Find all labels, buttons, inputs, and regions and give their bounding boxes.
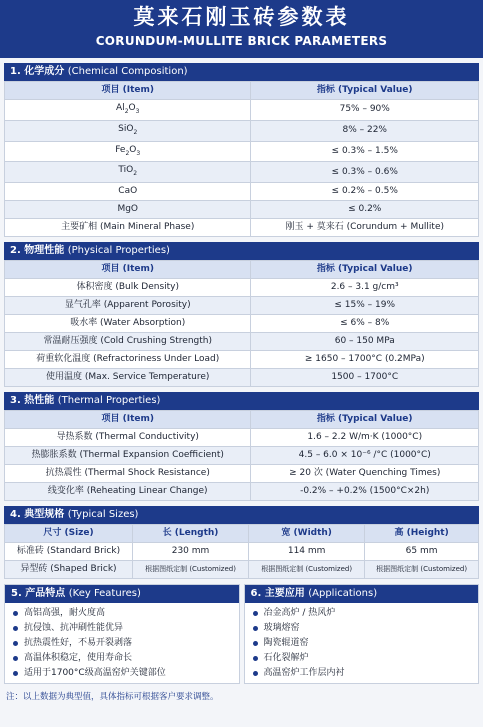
- item-cell: 抗热震性 (Thermal Shock Resistance): [5, 465, 251, 483]
- list-item-text: 高温体积稳定，使用寿命长: [24, 653, 133, 664]
- list-item-text: 冶金高炉 / 热风炉: [263, 608, 336, 619]
- item-cell: 使用温度 (Max. Service Temperature): [5, 369, 251, 387]
- section-title: [4, 63, 479, 81]
- list-item: [253, 606, 479, 621]
- table-row: [5, 162, 479, 183]
- section-title-en: (Thermal Properties): [57, 395, 161, 407]
- table-header-row: [5, 411, 479, 429]
- list-item: [253, 636, 479, 651]
- table-row: [5, 333, 479, 351]
- column-header: 高 (Height): [365, 525, 479, 543]
- item-cell: 导热系数 (Thermal Conductivity): [5, 429, 251, 447]
- height-cell: 根据图纸定制 (Customized): [365, 561, 479, 579]
- table-header-row: [5, 82, 479, 100]
- table-row: [5, 447, 479, 465]
- bullet-icon: [253, 611, 258, 616]
- table-row: [5, 120, 479, 141]
- value-cell: ≤ 0.2%: [251, 201, 479, 219]
- item-cell: $Al_2O_3$: [5, 100, 251, 121]
- section-chemical-composition: [4, 63, 479, 237]
- list-item: [13, 651, 239, 666]
- column-header: 指标 (Typical Value): [251, 411, 479, 429]
- list-item: [253, 651, 479, 666]
- table-row: [5, 351, 479, 369]
- item-cell: 吸水率 (Water Absorption): [5, 315, 251, 333]
- section-title-en: (Physical Properties): [67, 245, 170, 257]
- value-cell: 75% – 90%: [251, 100, 479, 121]
- chemical-table: [4, 81, 479, 237]
- section-title-en: (Typical Sizes): [67, 509, 139, 521]
- table-row: [5, 141, 479, 162]
- item-cell: TiO$_2$: [5, 162, 251, 183]
- value-cell: 刚玉 + 莫来石 (Corundum + Mullite): [251, 219, 479, 237]
- page-header: [0, 0, 483, 58]
- list-item: [253, 666, 479, 681]
- table-row: [5, 429, 479, 447]
- section-title: [5, 585, 239, 603]
- value-cell: ≤ 0.2% – 0.5%: [251, 183, 479, 201]
- section-applications: [244, 584, 480, 684]
- physical-table: [4, 260, 479, 387]
- list-item-text: 陶瓷辊道窑: [263, 638, 309, 649]
- size-cell: 异型砖 (Shaped Brick): [5, 561, 133, 579]
- value-cell: ≤ 0.3% – 1.5%: [251, 141, 479, 162]
- list-item-text: 石化裂解炉: [263, 653, 309, 664]
- bullet-icon: [13, 641, 18, 646]
- section-title-cn: 5. 产品特点: [11, 588, 66, 600]
- section-title-cn: 6. 主要应用: [250, 588, 305, 600]
- list-item-text: 抗热震性好，不易开裂剥落: [24, 638, 133, 649]
- list-item: [13, 636, 239, 651]
- item-cell: 线变化率 (Reheating Linear Change): [5, 483, 251, 501]
- section-key-features: [4, 584, 240, 684]
- value-cell: ≥ 1650 – 1700°C (0.2MPa): [251, 351, 479, 369]
- bullet-icon: [253, 656, 258, 661]
- page-title: 莫来石刚玉砖参数表: [133, 5, 350, 29]
- table-row: [5, 183, 479, 201]
- list-item: [13, 666, 239, 681]
- value-cell: ≤ 0.3% – 0.6%: [251, 162, 479, 183]
- item-cell: 常温耐压强度 (Cold Crushing Strength): [5, 333, 251, 351]
- section-title-cn: 3. 热性能: [10, 395, 55, 407]
- value-cell: ≤ 6% – 8%: [251, 315, 479, 333]
- section-title: [4, 506, 479, 524]
- length-cell: 230 mm: [132, 543, 248, 561]
- section-title: [4, 392, 479, 410]
- table-row: [5, 465, 479, 483]
- table-row: [5, 100, 479, 121]
- section-thermal-properties: [4, 392, 479, 501]
- table-row: [5, 201, 479, 219]
- column-header: 长 (Length): [132, 525, 248, 543]
- column-header: 尺寸 (Size): [5, 525, 133, 543]
- bullet-icon: [253, 626, 258, 631]
- bullet-icon: [13, 656, 18, 661]
- table-row: [5, 369, 479, 387]
- footnote: 注：以上数据为典型值，具体指标可根据客户要求调整。: [6, 692, 219, 703]
- section-physical-properties: [4, 242, 479, 387]
- value-cell: ≤ 15% – 19%: [251, 297, 479, 315]
- table-row: [5, 315, 479, 333]
- column-header: 宽 (Width): [249, 525, 365, 543]
- width-cell: 114 mm: [249, 543, 365, 561]
- item-cell: 显气孔率 (Apparent Porosity): [5, 297, 251, 315]
- list-item-text: 高温窑炉工作层内衬: [263, 668, 345, 679]
- table-row: [5, 543, 479, 561]
- item-cell: 体积密度 (Bulk Density): [5, 279, 251, 297]
- item-cell: CaO: [5, 183, 251, 201]
- bullet-icon: [13, 626, 18, 631]
- section-title-en: (Applications): [308, 588, 378, 600]
- value-cell: -0.2% – +0.2% (1500°C×2h): [251, 483, 479, 501]
- section-title: [245, 585, 479, 603]
- section-title-en: (Key Features): [68, 588, 141, 600]
- section-title-cn: 2. 物理性能: [10, 245, 65, 257]
- size-cell: 标准砖 (Standard Brick): [5, 543, 133, 561]
- item-cell: $Fe_2O_3$: [5, 141, 251, 162]
- section-title: [4, 242, 479, 260]
- column-header: 项目 (Item): [5, 82, 251, 100]
- table-row: [5, 279, 479, 297]
- section-title-cn: 4. 典型规格: [10, 509, 65, 521]
- list-item-text: 高铝高强，耐火度高: [24, 608, 106, 619]
- item-cell: MgO: [5, 201, 251, 219]
- column-header: 项目 (Item): [5, 411, 251, 429]
- column-header: 指标 (Typical Value): [251, 261, 479, 279]
- bullet-icon: [13, 671, 18, 676]
- thermal-table: [4, 410, 479, 501]
- table-row: [5, 297, 479, 315]
- column-header: 项目 (Item): [5, 261, 251, 279]
- item-cell: SiO$_2$: [5, 120, 251, 141]
- table-header-row: [5, 261, 479, 279]
- bullet-icon: [253, 671, 258, 676]
- value-cell: 4.5 – 6.0 × 10⁻⁶ /°C (1000°C): [251, 447, 479, 465]
- width-cell: 根据图纸定制 (Customized): [249, 561, 365, 579]
- list-item: [13, 606, 239, 621]
- list-item: [253, 621, 479, 636]
- section-title-en: (Chemical Composition): [67, 66, 188, 77]
- value-cell: 1.6 – 2.2 W/m·K (1000°C): [251, 429, 479, 447]
- list-item-text: 玻璃熔窑: [263, 623, 300, 634]
- value-cell: 1500 – 1700°C: [251, 369, 479, 387]
- value-cell: ≥ 20 次 (Water Quenching Times): [251, 465, 479, 483]
- features-list: [5, 603, 239, 683]
- list-item-text: 适用于1700°C级高温窑炉关键部位: [24, 668, 166, 679]
- table-row: [5, 561, 479, 579]
- list-item-text: 抗侵蚀、抗冲刷性能优异: [24, 623, 124, 634]
- item-cell: 主要矿相 (Main Mineral Phase): [5, 219, 251, 237]
- value-cell: 60 – 150 MPa: [251, 333, 479, 351]
- column-header: 指标 (Typical Value): [251, 82, 479, 100]
- sizes-table: [4, 524, 479, 579]
- bullet-icon: [13, 611, 18, 616]
- section-title-cn: 1. 化学成分: [10, 66, 65, 77]
- length-cell: 根据图纸定制 (Customized): [132, 561, 248, 579]
- table-row: [5, 219, 479, 237]
- bullet-icon: [253, 641, 258, 646]
- value-cell: 2.6 – 3.1 g/cm³: [251, 279, 479, 297]
- features-applications: [4, 584, 479, 684]
- table-header-row: [5, 525, 479, 543]
- item-cell: 热膨胀系数 (Thermal Expansion Coefficient): [5, 447, 251, 465]
- table-row: [5, 483, 479, 501]
- value-cell: 8% – 22%: [251, 120, 479, 141]
- item-cell: 荷重软化温度 (Refractoriness Under Load): [5, 351, 251, 369]
- section-typical-sizes: [4, 506, 479, 579]
- applications-list: [245, 603, 479, 683]
- list-item: [13, 621, 239, 636]
- page-subtitle: CORUNDUM-MULLITE BRICK PARAMETERS: [95, 34, 388, 48]
- height-cell: 65 mm: [365, 543, 479, 561]
